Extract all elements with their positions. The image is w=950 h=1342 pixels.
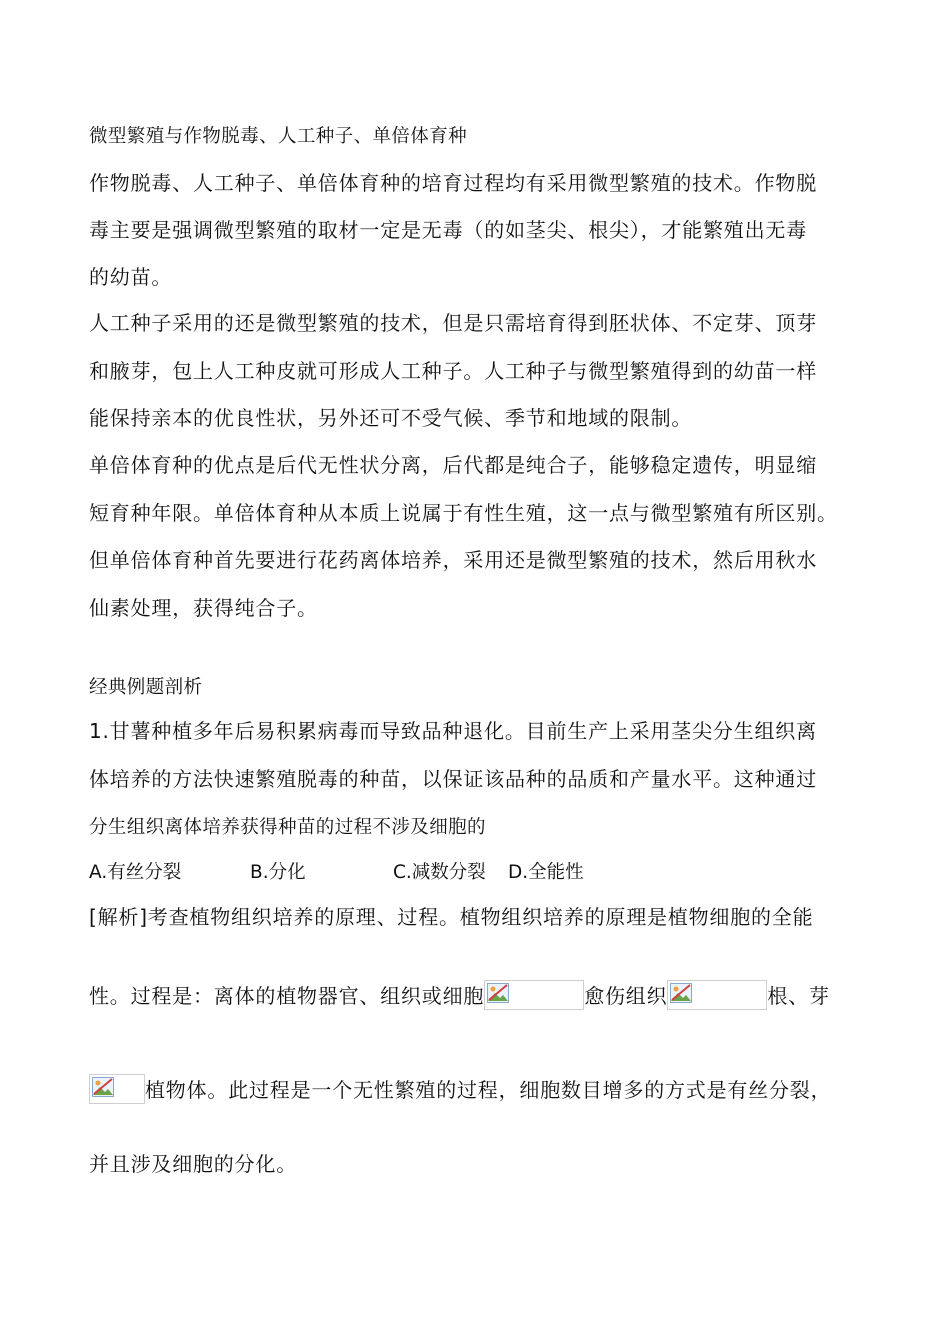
analysis-line-2-part-3: 根、芽 bbox=[767, 984, 830, 1008]
analysis-line-1: [解析]考查植物组织培养的原理、过程。植物组织培养的原理是植物细胞的全能 bbox=[89, 905, 814, 929]
broken-image-icon bbox=[667, 980, 767, 1010]
paragraph-2-line-1: 人工种子采用的还是微型繁殖的技术，但是只需培育得到胚状体、不定芽、顶芽 bbox=[89, 311, 817, 335]
paragraph-2-line-3: 能保持亲本的优良性状，另外还可不受气候、季节和地域的限制。 bbox=[89, 406, 693, 430]
paragraph-1-line-2: 毒主要是强调微型繁殖的取材一定是无毒（的如茎尖、根尖），才能繁殖出无毒 bbox=[89, 218, 807, 242]
paragraph-3-line-4: 仙素处理，获得纯合子。 bbox=[89, 596, 318, 620]
paragraph-1-line-3: 的幼苗。 bbox=[89, 265, 173, 289]
paragraph-3-line-2: 短育种年限。单倍体育种从本质上说属于有性生殖，这一点与微型繁殖有所区别。 bbox=[89, 501, 838, 525]
question-line-1: 1.甘薯种植多年后易积累病毒而导致品种退化。目前生产上采用茎尖分生组织离 bbox=[89, 719, 817, 743]
analysis-line-2-part-2: 愈伤组织 bbox=[584, 984, 668, 1008]
document-title: 微型繁殖与作物脱毒、人工种子、单倍体育种 bbox=[89, 126, 468, 147]
analysis-line-2 bbox=[89, 984, 830, 1010]
paragraph-3-line-1: 单倍体育种的优点是后代无性状分离，后代都是纯合子，能够稳定遗传，明显缩 bbox=[89, 453, 817, 477]
analysis-line-3-text: 植物体。此过程是一个无性繁殖的过程，细胞数目增多的方式是有丝分裂， bbox=[145, 1078, 832, 1102]
question-line-2: 体培养的方法快速繁殖脱毒的种苗，以保证该品种的品质和产量水平。这种通过 bbox=[89, 767, 817, 791]
broken-image-icon bbox=[484, 980, 584, 1010]
option-d: D.全能性 bbox=[508, 862, 584, 883]
paragraph-3-line-3: 但单倍体育种首先要进行花药离体培养，采用还是微型繁殖的技术，然后用秋水 bbox=[89, 548, 817, 572]
question-line-3: 分生组织离体培养获得种苗的过程不涉及细胞的 bbox=[89, 817, 486, 838]
broken-image-icon bbox=[89, 1074, 145, 1104]
analysis-line-2-part-1: 性。过程是：离体的植物器官、组织或细胞 bbox=[89, 984, 485, 1008]
paragraph-1-line-1: 作物脱毒、人工种子、单倍体育种的培育过程均有采用微型繁殖的技术。作物脱 bbox=[89, 171, 817, 195]
analysis-line-4: 并且涉及细胞的分化。 bbox=[89, 1152, 297, 1176]
option-b: B.分化 bbox=[250, 862, 306, 883]
analysis-line-3 bbox=[89, 1078, 831, 1104]
section-heading: 经典例题剖析 bbox=[89, 677, 203, 698]
option-c: C.减数分裂 bbox=[393, 862, 486, 883]
paragraph-2-line-2: 和腋芽，包上人工种皮就可形成人工种子。人工种子与微型繁殖得到的幼苗一样 bbox=[89, 359, 817, 383]
option-a: A.有丝分裂 bbox=[89, 862, 182, 883]
